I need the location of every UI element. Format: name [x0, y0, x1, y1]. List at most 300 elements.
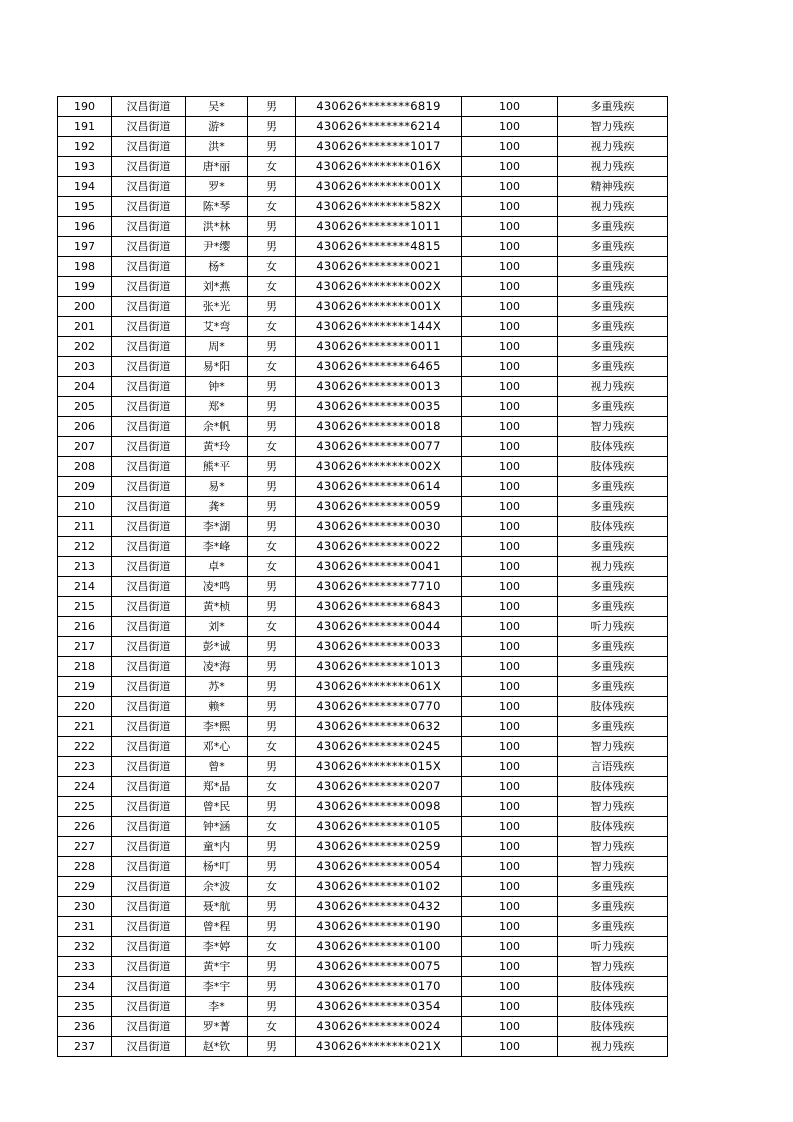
- table-row: [58, 337, 668, 357]
- cell-street: 汉昌街道: [112, 457, 186, 477]
- cell-name: 曾*民: [186, 797, 248, 817]
- cell-gender: 男: [248, 237, 296, 257]
- cell-name: 尹*缨: [186, 237, 248, 257]
- table-row: [58, 877, 668, 897]
- cell-disability-type: 多重残疾: [558, 497, 668, 517]
- cell-id-number: 430626********0170: [296, 977, 462, 997]
- cell-gender: 男: [248, 477, 296, 497]
- cell-id-number: 430626********0098: [296, 797, 462, 817]
- table-row: [58, 717, 668, 737]
- cell-row-number: 199: [58, 277, 112, 297]
- cell-disability-type: 视力残疾: [558, 197, 668, 217]
- cell-disability-type: 多重残疾: [558, 217, 668, 237]
- cell-row-number: 207: [58, 437, 112, 457]
- cell-id-number: 430626********0033: [296, 637, 462, 657]
- cell-name: 唐*丽: [186, 157, 248, 177]
- cell-amount: 100: [462, 217, 558, 237]
- cell-amount: 100: [462, 997, 558, 1017]
- cell-street: 汉昌街道: [112, 777, 186, 797]
- cell-disability-type: 言语残疾: [558, 757, 668, 777]
- cell-street: 汉昌街道: [112, 877, 186, 897]
- cell-id-number: 430626********021X: [296, 1037, 462, 1057]
- cell-row-number: 208: [58, 457, 112, 477]
- cell-row-number: 205: [58, 397, 112, 417]
- cell-gender: 男: [248, 97, 296, 117]
- cell-name: 钟*涵: [186, 817, 248, 837]
- cell-gender: 男: [248, 997, 296, 1017]
- cell-gender: 女: [248, 537, 296, 557]
- cell-row-number: 217: [58, 637, 112, 657]
- cell-street: 汉昌街道: [112, 357, 186, 377]
- cell-street: 汉昌街道: [112, 217, 186, 237]
- cell-gender: 女: [248, 317, 296, 337]
- cell-disability-type: 肢体残疾: [558, 697, 668, 717]
- cell-name: 余*波: [186, 877, 248, 897]
- cell-gender: 男: [248, 697, 296, 717]
- cell-row-number: 236: [58, 1017, 112, 1037]
- cell-name: 钟*: [186, 377, 248, 397]
- table-row: [58, 697, 668, 717]
- cell-gender: 男: [248, 657, 296, 677]
- cell-name: 李*宇: [186, 977, 248, 997]
- table-row: [58, 397, 668, 417]
- cell-gender: 男: [248, 897, 296, 917]
- cell-gender: 男: [248, 117, 296, 137]
- cell-disability-type: 多重残疾: [558, 877, 668, 897]
- cell-gender: 女: [248, 877, 296, 897]
- cell-name: 赵*钦: [186, 1037, 248, 1057]
- cell-disability-type: 多重残疾: [558, 637, 668, 657]
- cell-disability-type: 多重残疾: [558, 237, 668, 257]
- cell-disability-type: 视力残疾: [558, 377, 668, 397]
- cell-row-number: 195: [58, 197, 112, 217]
- cell-street: 汉昌街道: [112, 97, 186, 117]
- cell-row-number: 206: [58, 417, 112, 437]
- cell-disability-type: 肢体残疾: [558, 817, 668, 837]
- cell-row-number: 223: [58, 757, 112, 777]
- cell-name: 李*熙: [186, 717, 248, 737]
- table-row: [58, 817, 668, 837]
- cell-street: 汉昌街道: [112, 497, 186, 517]
- cell-amount: 100: [462, 1037, 558, 1057]
- cell-gender: 男: [248, 677, 296, 697]
- cell-amount: 100: [462, 517, 558, 537]
- cell-amount: 100: [462, 137, 558, 157]
- table-row: [58, 377, 668, 397]
- cell-gender: 女: [248, 937, 296, 957]
- cell-row-number: 225: [58, 797, 112, 817]
- cell-gender: 男: [248, 177, 296, 197]
- cell-disability-type: 多重残疾: [558, 297, 668, 317]
- cell-id-number: 430626********0013: [296, 377, 462, 397]
- cell-name: 熊*平: [186, 457, 248, 477]
- table-row: [58, 257, 668, 277]
- cell-id-number: 430626********0770: [296, 697, 462, 717]
- cell-disability-type: 多重残疾: [558, 597, 668, 617]
- table-row: [58, 97, 668, 117]
- cell-amount: 100: [462, 317, 558, 337]
- cell-amount: 100: [462, 97, 558, 117]
- cell-street: 汉昌街道: [112, 197, 186, 217]
- cell-amount: 100: [462, 557, 558, 577]
- cell-name: 李*湖: [186, 517, 248, 537]
- cell-amount: 100: [462, 717, 558, 737]
- cell-disability-type: 视力残疾: [558, 157, 668, 177]
- cell-disability-type: 智力残疾: [558, 737, 668, 757]
- cell-street: 汉昌街道: [112, 297, 186, 317]
- table-row: [58, 677, 668, 697]
- cell-gender: 男: [248, 397, 296, 417]
- cell-name: 罗*: [186, 177, 248, 197]
- cell-name: 李*: [186, 997, 248, 1017]
- cell-id-number: 430626********0614: [296, 477, 462, 497]
- cell-disability-type: 多重残疾: [558, 397, 668, 417]
- cell-amount: 100: [462, 157, 558, 177]
- cell-gender: 男: [248, 137, 296, 157]
- cell-name: 黄*桢: [186, 597, 248, 617]
- cell-gender: 男: [248, 517, 296, 537]
- cell-amount: 100: [462, 237, 558, 257]
- table-row: [58, 437, 668, 457]
- cell-disability-type: 多重残疾: [558, 717, 668, 737]
- cell-gender: 女: [248, 817, 296, 837]
- cell-amount: 100: [462, 617, 558, 637]
- cell-id-number: 430626********144X: [296, 317, 462, 337]
- cell-disability-type: 视力残疾: [558, 1037, 668, 1057]
- table-row: [58, 237, 668, 257]
- cell-name: 易*阳: [186, 357, 248, 377]
- cell-id-number: 430626********0075: [296, 957, 462, 977]
- cell-name: 童*内: [186, 837, 248, 857]
- cell-amount: 100: [462, 897, 558, 917]
- cell-amount: 100: [462, 757, 558, 777]
- cell-row-number: 218: [58, 657, 112, 677]
- cell-id-number: 430626********0190: [296, 917, 462, 937]
- cell-gender: 女: [248, 737, 296, 757]
- table-row: [58, 197, 668, 217]
- cell-amount: 100: [462, 777, 558, 797]
- cell-gender: 女: [248, 437, 296, 457]
- table-row: [58, 957, 668, 977]
- cell-disability-type: 智力残疾: [558, 837, 668, 857]
- cell-name: 吴*: [186, 97, 248, 117]
- cell-amount: 100: [462, 437, 558, 457]
- cell-gender: 男: [248, 637, 296, 657]
- cell-disability-type: 多重残疾: [558, 97, 668, 117]
- cell-row-number: 200: [58, 297, 112, 317]
- table-row: [58, 617, 668, 637]
- table-row: [58, 937, 668, 957]
- cell-id-number: 430626********0011: [296, 337, 462, 357]
- table-row: [58, 417, 668, 437]
- cell-amount: 100: [462, 537, 558, 557]
- cell-amount: 100: [462, 457, 558, 477]
- cell-gender: 男: [248, 857, 296, 877]
- cell-name: 艾*弯: [186, 317, 248, 337]
- cell-gender: 女: [248, 617, 296, 637]
- cell-row-number: 197: [58, 237, 112, 257]
- cell-gender: 男: [248, 1037, 296, 1057]
- cell-amount: 100: [462, 417, 558, 437]
- cell-amount: 100: [462, 857, 558, 877]
- cell-row-number: 228: [58, 857, 112, 877]
- cell-disability-type: 多重残疾: [558, 317, 668, 337]
- cell-id-number: 430626********002X: [296, 457, 462, 477]
- cell-gender: 男: [248, 377, 296, 397]
- table-row: [58, 897, 668, 917]
- cell-street: 汉昌街道: [112, 177, 186, 197]
- cell-disability-type: 智力残疾: [558, 797, 668, 817]
- cell-name: 赖*: [186, 697, 248, 717]
- cell-gender: 女: [248, 157, 296, 177]
- cell-amount: 100: [462, 657, 558, 677]
- cell-amount: 100: [462, 177, 558, 197]
- cell-street: 汉昌街道: [112, 517, 186, 537]
- cell-row-number: 196: [58, 217, 112, 237]
- cell-row-number: 204: [58, 377, 112, 397]
- cell-name: 刘*燕: [186, 277, 248, 297]
- cell-name: 曾*: [186, 757, 248, 777]
- cell-row-number: 219: [58, 677, 112, 697]
- cell-id-number: 430626********0044: [296, 617, 462, 637]
- cell-row-number: 224: [58, 777, 112, 797]
- cell-id-number: 430626********1013: [296, 657, 462, 677]
- cell-name: 杨*叮: [186, 857, 248, 877]
- table-row: [58, 837, 668, 857]
- cell-name: 曾*程: [186, 917, 248, 937]
- cell-disability-type: 肢体残疾: [558, 437, 668, 457]
- cell-id-number: 430626********0100: [296, 937, 462, 957]
- cell-row-number: 203: [58, 357, 112, 377]
- cell-street: 汉昌街道: [112, 757, 186, 777]
- cell-row-number: 222: [58, 737, 112, 757]
- cell-gender: 男: [248, 577, 296, 597]
- cell-amount: 100: [462, 257, 558, 277]
- cell-id-number: 430626********061X: [296, 677, 462, 697]
- cell-row-number: 233: [58, 957, 112, 977]
- cell-row-number: 237: [58, 1037, 112, 1057]
- cell-id-number: 430626********6214: [296, 117, 462, 137]
- cell-row-number: 227: [58, 837, 112, 857]
- cell-name: 黄*宇: [186, 957, 248, 977]
- cell-name: 郑*晶: [186, 777, 248, 797]
- cell-street: 汉昌街道: [112, 897, 186, 917]
- table-row: [58, 1017, 668, 1037]
- cell-id-number: 430626********0632: [296, 717, 462, 737]
- cell-street: 汉昌街道: [112, 117, 186, 137]
- cell-amount: 100: [462, 677, 558, 697]
- cell-amount: 100: [462, 497, 558, 517]
- cell-row-number: 212: [58, 537, 112, 557]
- cell-amount: 100: [462, 957, 558, 977]
- cell-disability-type: 多重残疾: [558, 277, 668, 297]
- cell-name: 杨*: [186, 257, 248, 277]
- cell-amount: 100: [462, 697, 558, 717]
- cell-name: 李*峰: [186, 537, 248, 557]
- cell-row-number: 201: [58, 317, 112, 337]
- cell-row-number: 191: [58, 117, 112, 137]
- table-row: [58, 457, 668, 477]
- cell-street: 汉昌街道: [112, 717, 186, 737]
- cell-name: 龚*: [186, 497, 248, 517]
- cell-street: 汉昌街道: [112, 697, 186, 717]
- cell-disability-type: 多重残疾: [558, 537, 668, 557]
- cell-row-number: 215: [58, 597, 112, 617]
- cell-disability-type: 智力残疾: [558, 957, 668, 977]
- cell-name: 刘*: [186, 617, 248, 637]
- table-row: [58, 657, 668, 677]
- cell-disability-type: 智力残疾: [558, 117, 668, 137]
- subsidy-roster-table: [57, 96, 668, 1057]
- cell-name: 郑*: [186, 397, 248, 417]
- cell-id-number: 430626********0018: [296, 417, 462, 437]
- cell-street: 汉昌街道: [112, 477, 186, 497]
- cell-street: 汉昌街道: [112, 917, 186, 937]
- cell-id-number: 430626********0102: [296, 877, 462, 897]
- cell-gender: 男: [248, 917, 296, 937]
- cell-gender: 男: [248, 797, 296, 817]
- cell-gender: 男: [248, 597, 296, 617]
- table-row: [58, 737, 668, 757]
- cell-street: 汉昌街道: [112, 1017, 186, 1037]
- cell-street: 汉昌街道: [112, 397, 186, 417]
- cell-gender: 女: [248, 777, 296, 797]
- cell-disability-type: 视力残疾: [558, 557, 668, 577]
- cell-name: 凌*鸣: [186, 577, 248, 597]
- cell-name: 凌*海: [186, 657, 248, 677]
- cell-amount: 100: [462, 117, 558, 137]
- cell-row-number: 202: [58, 337, 112, 357]
- cell-street: 汉昌街道: [112, 817, 186, 837]
- cell-street: 汉昌街道: [112, 837, 186, 857]
- cell-id-number: 430626********1011: [296, 217, 462, 237]
- table-row: [58, 977, 668, 997]
- table-row: [58, 1037, 668, 1057]
- cell-row-number: 214: [58, 577, 112, 597]
- cell-gender: 男: [248, 297, 296, 317]
- cell-disability-type: 多重残疾: [558, 357, 668, 377]
- cell-id-number: 430626********0035: [296, 397, 462, 417]
- cell-amount: 100: [462, 737, 558, 757]
- cell-street: 汉昌街道: [112, 857, 186, 877]
- table-row: [58, 557, 668, 577]
- cell-amount: 100: [462, 837, 558, 857]
- cell-amount: 100: [462, 1017, 558, 1037]
- cell-street: 汉昌街道: [112, 597, 186, 617]
- cell-street: 汉昌街道: [112, 437, 186, 457]
- cell-row-number: 209: [58, 477, 112, 497]
- cell-gender: 男: [248, 977, 296, 997]
- cell-street: 汉昌街道: [112, 677, 186, 697]
- cell-amount: 100: [462, 357, 558, 377]
- cell-gender: 男: [248, 457, 296, 477]
- cell-name: 洪*林: [186, 217, 248, 237]
- cell-street: 汉昌街道: [112, 577, 186, 597]
- cell-id-number: 430626********0030: [296, 517, 462, 537]
- cell-name: 洪*: [186, 137, 248, 157]
- cell-row-number: 216: [58, 617, 112, 637]
- cell-id-number: 430626********002X: [296, 277, 462, 297]
- table-row: [58, 297, 668, 317]
- cell-name: 邓*心: [186, 737, 248, 757]
- cell-street: 汉昌街道: [112, 377, 186, 397]
- cell-street: 汉昌街道: [112, 657, 186, 677]
- cell-gender: 男: [248, 497, 296, 517]
- cell-name: 李*婷: [186, 937, 248, 957]
- table-row: [58, 857, 668, 877]
- table-row: [58, 777, 668, 797]
- cell-row-number: 220: [58, 697, 112, 717]
- cell-row-number: 232: [58, 937, 112, 957]
- cell-gender: 女: [248, 557, 296, 577]
- cell-street: 汉昌街道: [112, 937, 186, 957]
- cell-disability-type: 肢体残疾: [558, 977, 668, 997]
- cell-amount: 100: [462, 197, 558, 217]
- table-row: [58, 477, 668, 497]
- cell-id-number: 430626********0059: [296, 497, 462, 517]
- cell-street: 汉昌街道: [112, 337, 186, 357]
- cell-street: 汉昌街道: [112, 797, 186, 817]
- table-row: [58, 277, 668, 297]
- cell-id-number: 430626********0021: [296, 257, 462, 277]
- cell-amount: 100: [462, 337, 558, 357]
- cell-amount: 100: [462, 577, 558, 597]
- cell-row-number: 235: [58, 997, 112, 1017]
- cell-gender: 男: [248, 757, 296, 777]
- cell-name: 彭*诚: [186, 637, 248, 657]
- table-row: [58, 157, 668, 177]
- cell-street: 汉昌街道: [112, 537, 186, 557]
- cell-id-number: 430626********6465: [296, 357, 462, 377]
- cell-row-number: 221: [58, 717, 112, 737]
- cell-id-number: 430626********6819: [296, 97, 462, 117]
- cell-gender: 男: [248, 337, 296, 357]
- cell-amount: 100: [462, 277, 558, 297]
- cell-name: 苏*: [186, 677, 248, 697]
- cell-amount: 100: [462, 977, 558, 997]
- table-row: [58, 357, 668, 377]
- cell-id-number: 430626********0207: [296, 777, 462, 797]
- cell-id-number: 430626********001X: [296, 297, 462, 317]
- cell-row-number: 226: [58, 817, 112, 837]
- cell-id-number: 430626********6843: [296, 597, 462, 617]
- cell-disability-type: 听力残疾: [558, 937, 668, 957]
- cell-gender: 男: [248, 957, 296, 977]
- cell-amount: 100: [462, 877, 558, 897]
- cell-name: 周*: [186, 337, 248, 357]
- cell-id-number: 430626********4815: [296, 237, 462, 257]
- table-row: [58, 577, 668, 597]
- cell-amount: 100: [462, 377, 558, 397]
- cell-id-number: 430626********0245: [296, 737, 462, 757]
- cell-disability-type: 智力残疾: [558, 417, 668, 437]
- cell-disability-type: 精神残疾: [558, 177, 668, 197]
- cell-amount: 100: [462, 937, 558, 957]
- cell-row-number: 193: [58, 157, 112, 177]
- cell-disability-type: 肢体残疾: [558, 517, 668, 537]
- table-row: [58, 757, 668, 777]
- table-row: [58, 217, 668, 237]
- cell-amount: 100: [462, 477, 558, 497]
- cell-gender: 女: [248, 1017, 296, 1037]
- cell-id-number: 430626********0077: [296, 437, 462, 457]
- cell-street: 汉昌街道: [112, 237, 186, 257]
- cell-street: 汉昌街道: [112, 617, 186, 637]
- cell-gender: 男: [248, 217, 296, 237]
- cell-row-number: 234: [58, 977, 112, 997]
- cell-gender: 男: [248, 417, 296, 437]
- table-row: [58, 537, 668, 557]
